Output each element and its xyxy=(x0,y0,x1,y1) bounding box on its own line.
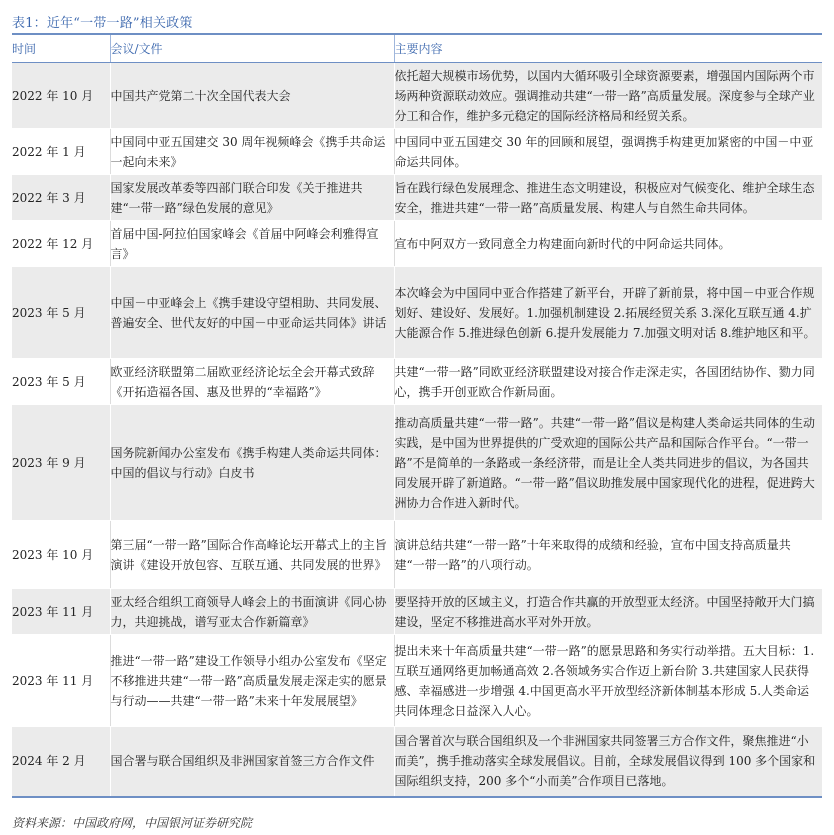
cell-time: 2023 年 11 月 xyxy=(12,589,110,635)
table-row xyxy=(12,405,822,521)
table-title: 表1：近年“一带一路”相关政策 xyxy=(12,16,193,31)
cell-meeting: 中国共产党第二十次全国代表大会 xyxy=(110,63,394,129)
cell-content: 推动高质量共建“一带一路”。共建“一带一路”倡议是构建人类命运共同体的生动实践，是中国为世界提供的广受欢迎的国际公共产品和国际合作平台。“一带一路”不是简单的一条路或一条经济带，而是让全人类共同进步的倡议，为各国共同发展开辟了新道路。“一带一路”倡议助推发展中国家现代化的进程，促进跨大洲协力合作进入新时代。 xyxy=(394,405,822,521)
cell-content: 宣布中阿双方一致同意全力构建面向新时代的中阿命运共同体。 xyxy=(394,221,822,267)
cell-time: 2022 年 1 月 xyxy=(12,129,110,175)
cell-meeting: 亚太经合组织工商领导人峰会上的书面演讲《同心协力，共迎挑战，谱写亚太合作新篇章》 xyxy=(110,589,394,635)
cell-content: 旨在践行绿色发展理念、推进生态文明建设，积极应对气候变化、维护全球生态安全，推进共建“一带一路”高质量发展、构建人与自然生命共同体。 xyxy=(394,175,822,221)
cell-content: 中国同中亚五国建交 30 年的回顾和展望，强调携手构建更加紧密的中国－中亚命运共同体。 xyxy=(394,129,822,175)
cell-meeting: 首届中国-阿拉伯国家峰会《首届中阿峰会利雅得宣言》 xyxy=(110,221,394,267)
cell-meeting: 欧亚经济联盟第二届欧亚经济论坛全会开幕式致辞《开拓造福各国、惠及世界的“幸福路”》 xyxy=(110,359,394,405)
policy-table xyxy=(12,33,822,798)
header-content: 主要内容 xyxy=(394,34,822,63)
header-time: 时间 xyxy=(12,34,110,63)
table-header-row xyxy=(12,34,822,63)
cell-content: 依托超大规模市场优势，以国内大循环吸引全球资源要素，增强国内国际两个市场两种资源联动效应。强调推动共建“一带一路”高质量发展。深度参与全球产业分工和合作，维护多元稳定的国际经济格局和经贸关系。 xyxy=(394,63,822,129)
cell-meeting: 国合署与联合国组织及非洲国家首签三方合作文件 xyxy=(110,727,394,797)
cell-content: 演讲总结共建“一带一路”十年来取得的成绩和经验，宣布中国支持高质量共建“一带一路”的八项行动。 xyxy=(394,521,822,589)
cell-time: 2023 年 11 月 xyxy=(12,635,110,727)
cell-meeting: 中国－中亚峰会上《携手建设守望相助、共同发展、普遍安全、世代友好的中国－中亚命运共同体》讲话 xyxy=(110,267,394,359)
table-row xyxy=(12,221,822,267)
table-row xyxy=(12,589,822,635)
cell-content: 提出未来十年高质量共建“一带一路”的愿景思路和务实行动举措。五大目标：1.互联互通网络更加畅通高效 2.各领域务实合作迈上新台阶 3.共建国家人民获得感、幸福感进一步增强 4.中国更高水平开放型经济新体制基本形成 5.人类命运共同体理念日益深入人心。 xyxy=(394,635,822,727)
source-note: 资料来源：中国政府网，中国银河证券研究院 xyxy=(12,816,253,830)
cell-meeting: 推进“一带一路”建设工作领导小组办公室发布《坚定不移推进共建“一带一路”高质量发展走深走实的愿景与行动——共建“一带一路”未来十年发展展望》 xyxy=(110,635,394,727)
cell-meeting: 第三届“一带一路”国际合作高峰论坛开幕式上的主旨演讲《建设开放包容、互联互通、共同发展的世界》 xyxy=(110,521,394,589)
cell-content: 要坚持开放的区域主义，打造合作共赢的开放型亚太经济。中国坚持敞开大门搞建设，坚定不移推进高水平对外开放。 xyxy=(394,589,822,635)
cell-time: 2024 年 2 月 xyxy=(12,727,110,797)
table-row xyxy=(12,63,822,129)
table-row xyxy=(12,267,822,359)
cell-time: 2023 年 5 月 xyxy=(12,267,110,359)
cell-meeting: 国务院新闻办公室发布《携手构建人类命运共同体：中国的倡议与行动》白皮书 xyxy=(110,405,394,521)
cell-content: 共建“一带一路”同欧亚经济联盟建设对接合作走深走实，各国团结协作、勠力同心，携手开创亚欧合作新局面。 xyxy=(394,359,822,405)
table-row xyxy=(12,727,822,797)
cell-content: 本次峰会为中国同中亚合作搭建了新平台，开辟了新前景，将中国－中亚合作规划好、建设好、发展好。1.加强机制建设 2.拓展经贸关系 3.深化互联互通 4.扩大能源合作 5.推进绿色创新 6.提升发展能力 7.加强文明对话 8.维护地区和平。 xyxy=(394,267,822,359)
table-row xyxy=(12,521,822,589)
cell-time: 2023 年 10 月 xyxy=(12,521,110,589)
cell-time: 2023 年 5 月 xyxy=(12,359,110,405)
table-row xyxy=(12,359,822,405)
table-row xyxy=(12,129,822,175)
table-row xyxy=(12,175,822,221)
cell-time: 2023 年 9 月 xyxy=(12,405,110,521)
cell-time: 2022 年 12 月 xyxy=(12,221,110,267)
cell-time: 2022 年 3 月 xyxy=(12,175,110,221)
cell-meeting: 国家发展改革委等四部门联合印发《关于推进共建“一带一路”绿色发展的意见》 xyxy=(110,175,394,221)
cell-meeting: 中国同中亚五国建交 30 周年视频峰会《携手共命运一起向未来》 xyxy=(110,129,394,175)
table-row xyxy=(12,635,822,727)
cell-content: 国合署首次与联合国组织及一个非洲国家共同签署三方合作文件，聚焦推进“小而美”，携手推动落实全球发展倡议。目前，全球发展倡议得到 100 多个国家和国际组织支持，200 多个“小而美”合作项目已落地。 xyxy=(394,727,822,797)
header-meeting: 会议/文件 xyxy=(110,34,394,63)
cell-time: 2022 年 10 月 xyxy=(12,63,110,129)
